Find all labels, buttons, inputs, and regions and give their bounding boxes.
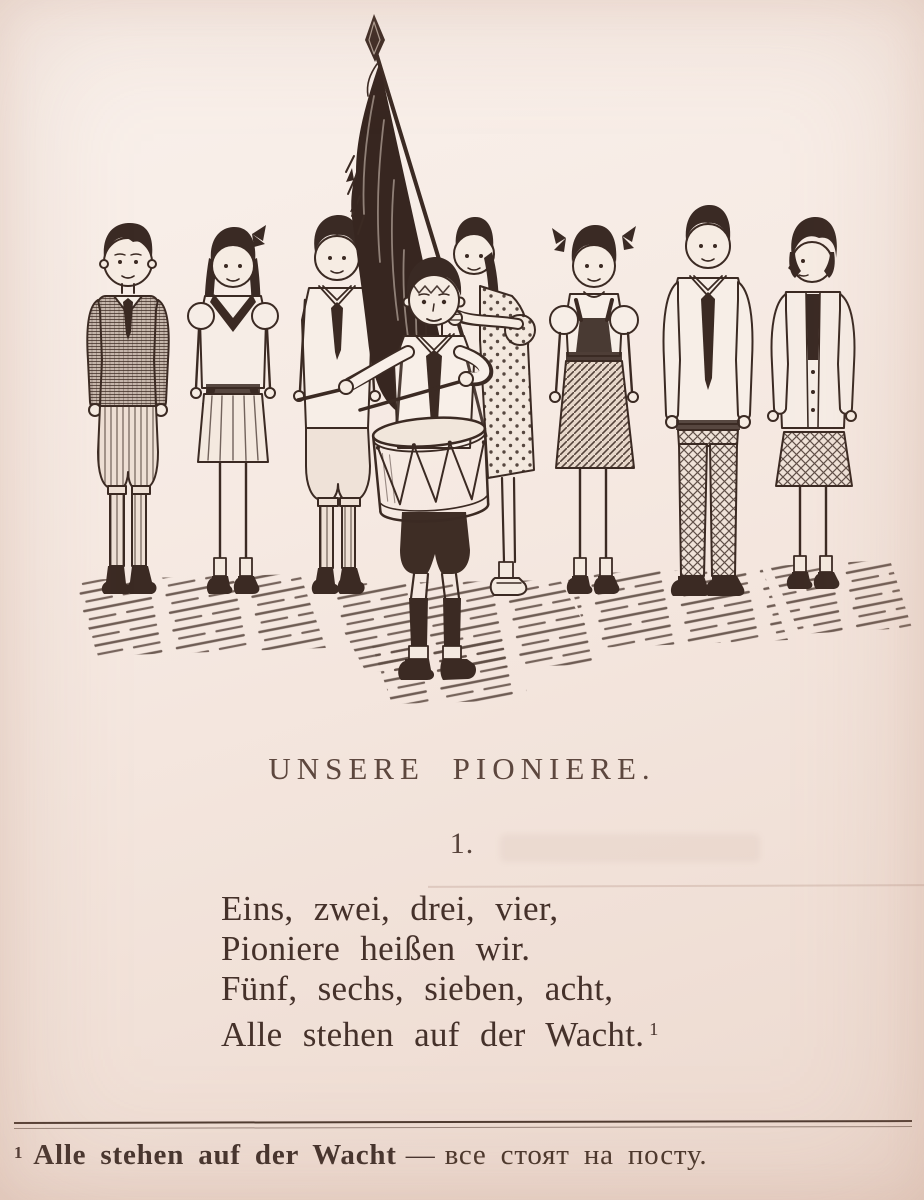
footnote-rule — [14, 1120, 912, 1129]
footnote-term-german: Alle stehen auf der Wacht — [33, 1139, 397, 1171]
figure-girl-with-braids — [188, 225, 278, 594]
poem-line-1: Eins, zwei, drei, vier, — [221, 889, 559, 928]
figure-boy-in-knit-sweater — [87, 223, 168, 594]
figure-tall-boy-in-checked-trousers — [664, 205, 753, 596]
footnote-translation-russian: все стоят на посту. — [444, 1139, 708, 1171]
poem — [221, 889, 659, 1055]
page-title: UNSERE PIONIERE. — [268, 751, 656, 786]
figure-girl-in-cardigan — [768, 217, 856, 589]
footnote-separator-dash: — — [405, 1139, 436, 1171]
figure-girl-with-hair-bows — [550, 225, 638, 594]
section-number: 1. — [449, 827, 475, 860]
drum — [372, 414, 491, 525]
poem-line-4 — [221, 1009, 659, 1055]
poem-line-2: Pioniere heißen wir. — [221, 929, 531, 968]
footnote — [14, 1139, 914, 1172]
page-showthrough-smudge — [500, 834, 760, 862]
footnote-reference: 1 — [649, 1019, 659, 1039]
page-crease-line — [428, 884, 924, 888]
poem-line-4-text: Alle stehen auf der Wacht. — [221, 1015, 645, 1055]
poem-line-3: Fünf, sechs, sieben, acht, — [221, 969, 614, 1008]
footnote-marker: 1 — [14, 1143, 24, 1162]
